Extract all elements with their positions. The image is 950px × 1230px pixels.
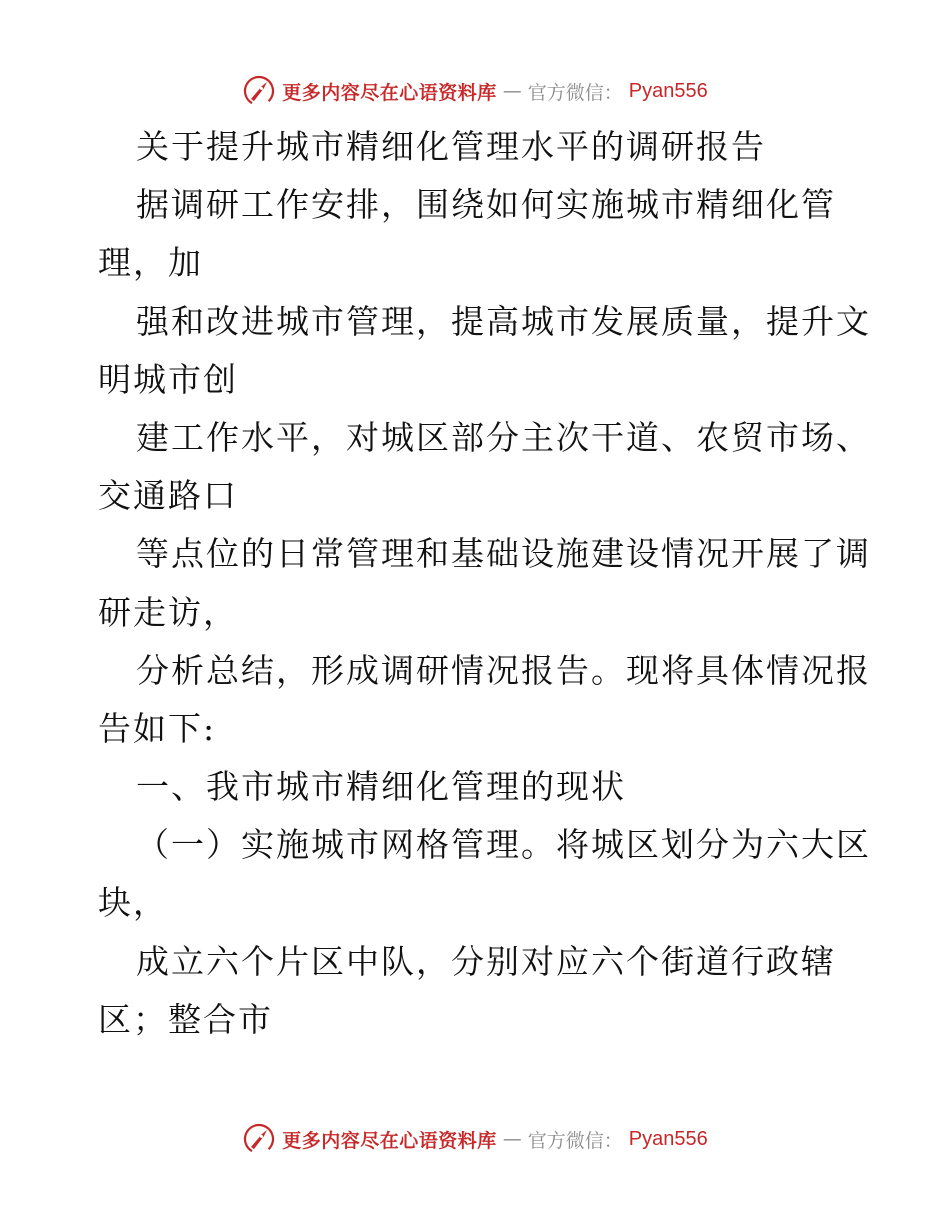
text-line: 理，加 [98,243,203,283]
text-line: 强和改进城市管理，提高城市发展质量，提升文 [136,301,871,341]
watermark-brand: 更多内容尽在心语资料库 [282,81,497,104]
text-line: （一）实施城市网格管理。将城区划分为六大区 [136,825,871,865]
text-line: 明城市创 [98,359,238,399]
text-line: 一、我市城市精细化管理的现状 [136,767,626,807]
text-line: 区；整合市 [98,999,273,1039]
text-line: 交通路口 [98,476,238,516]
watermark-dash: — [502,1128,522,1150]
text-line: 研走访， [98,592,238,632]
pen-nib-logo-icon [242,1122,276,1156]
watermark-wechat-label: 官方微信： [527,81,623,104]
text-line: 告如下: [98,708,217,748]
watermark-wechat-id: Pyan556 [628,1127,708,1150]
watermark-brand: 更多内容尽在心语资料库 [282,1129,497,1152]
text-line: 据调研工作安排，围绕如何实施城市精细化管 [136,185,836,225]
text-line: 成立六个片区中队，分别对应六个街道行政辖 [136,941,836,981]
watermark-dash: — [502,80,522,102]
text-line: 等点位的日常管理和基础设施建设情况开展了调 [136,534,871,574]
watermark-wechat-label: 官方微信： [527,1129,623,1152]
header-watermark [0,71,950,111]
text-line: 关于提升城市精细化管理水平的调研报告 [136,127,766,166]
text-line: 块， [98,883,168,923]
document-body [98,118,871,1049]
text-line: 建工作水平，对城区部分主次干道、农贸市场、 [136,417,871,457]
pen-nib-logo-icon [242,74,276,108]
text-line: 分析总结，形成调研情况报告。现将具体情况报 [136,650,871,690]
watermark-wechat-id: Pyan556 [628,79,708,102]
footer-watermark [0,1119,950,1159]
